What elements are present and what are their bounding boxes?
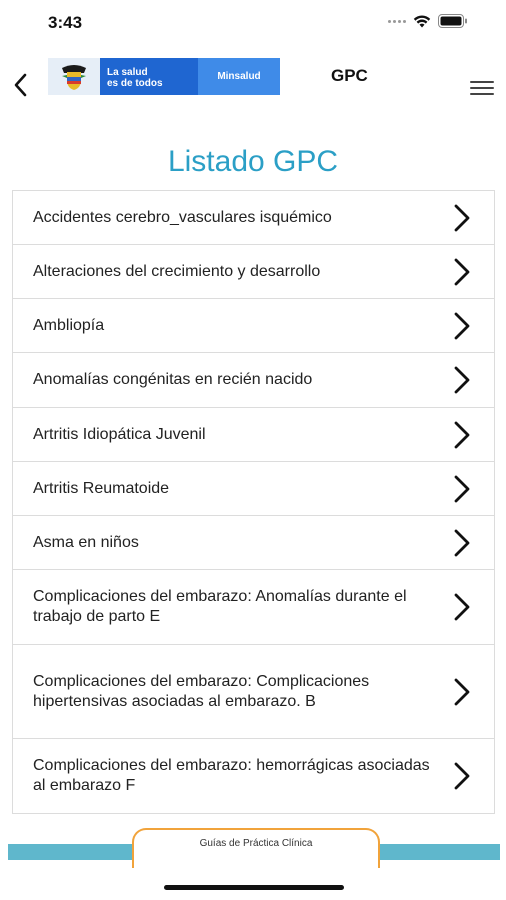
chevron-right-icon <box>452 528 472 558</box>
signal-icon <box>388 20 406 23</box>
chevron-right-icon <box>452 311 472 341</box>
list-item-label: Complicaciones del embarazo: hemorrágicas asociadas al embarazo F <box>33 757 430 794</box>
chevron-right-icon <box>452 420 472 450</box>
brand-ministry: Minsalud <box>198 58 280 95</box>
back-button[interactable] <box>8 70 32 100</box>
list-item-label: Artritis Idiopática Juvenil <box>33 425 206 443</box>
status-bar <box>0 0 506 44</box>
list-item-label: Artritis Reumatoide <box>33 479 170 497</box>
brand-slogan <box>100 58 198 95</box>
list-item[interactable] <box>12 408 495 462</box>
nav-bar <box>0 52 506 112</box>
coat-of-arms-logo <box>48 58 100 95</box>
gpc-list <box>12 190 495 820</box>
chevron-right-icon <box>452 365 472 395</box>
chevron-right-icon <box>452 761 472 791</box>
brand-slogan-line2: es de todos <box>107 78 163 89</box>
page-title: Listado GPC <box>167 145 339 178</box>
brand-slogan-line1: La salud <box>107 67 148 78</box>
chevron-right-icon <box>452 474 472 504</box>
list-item-label: Accidentes cerebro_vasculares isquémico <box>33 208 332 226</box>
list-item[interactable] <box>12 245 495 299</box>
list-item-label: Asma en niños <box>33 533 139 551</box>
chevron-right-icon <box>452 592 472 622</box>
tab-guias-practica-clinica[interactable]: Guías de Práctica Clínica <box>132 828 380 868</box>
status-time: 3:43 <box>48 13 83 32</box>
list-item[interactable] <box>12 739 495 814</box>
list-item-label: Complicaciones del embarazo: Anomalías durante el trabajo de parto E <box>33 588 407 625</box>
list-item[interactable] <box>12 299 495 353</box>
chevron-right-icon <box>452 203 472 233</box>
list-item[interactable] <box>12 516 495 570</box>
list-item-label: Ambliopía <box>33 316 105 334</box>
coat-of-arms-icon <box>59 63 89 91</box>
list-item-label: Alteraciones del crecimiento y desarrollo <box>33 262 321 280</box>
chevron-right-icon <box>452 677 472 707</box>
chevron-right-icon <box>452 257 472 287</box>
status-icons <box>388 14 468 28</box>
list-item[interactable] <box>12 570 495 645</box>
nav-title: GPC <box>331 66 368 85</box>
menu-icon <box>470 81 494 83</box>
home-indicator[interactable] <box>164 885 344 890</box>
bottom-bar <box>0 820 506 900</box>
list-item-label: Anomalías congénitas en recién nacido <box>33 371 313 388</box>
chevron-left-icon <box>13 73 27 97</box>
list-item[interactable] <box>12 645 495 739</box>
list-item[interactable] <box>12 462 495 516</box>
battery-icon <box>438 14 468 28</box>
wifi-icon <box>413 15 431 28</box>
list-item[interactable] <box>12 353 495 408</box>
hamburger-menu-button[interactable] <box>470 79 494 97</box>
list-item-label: Complicaciones del embarazo: Complicaciones hipertensivas asociadas al embarazo. B <box>33 672 370 710</box>
ministry-logo-banner <box>48 58 280 95</box>
list-item[interactable] <box>12 191 495 245</box>
